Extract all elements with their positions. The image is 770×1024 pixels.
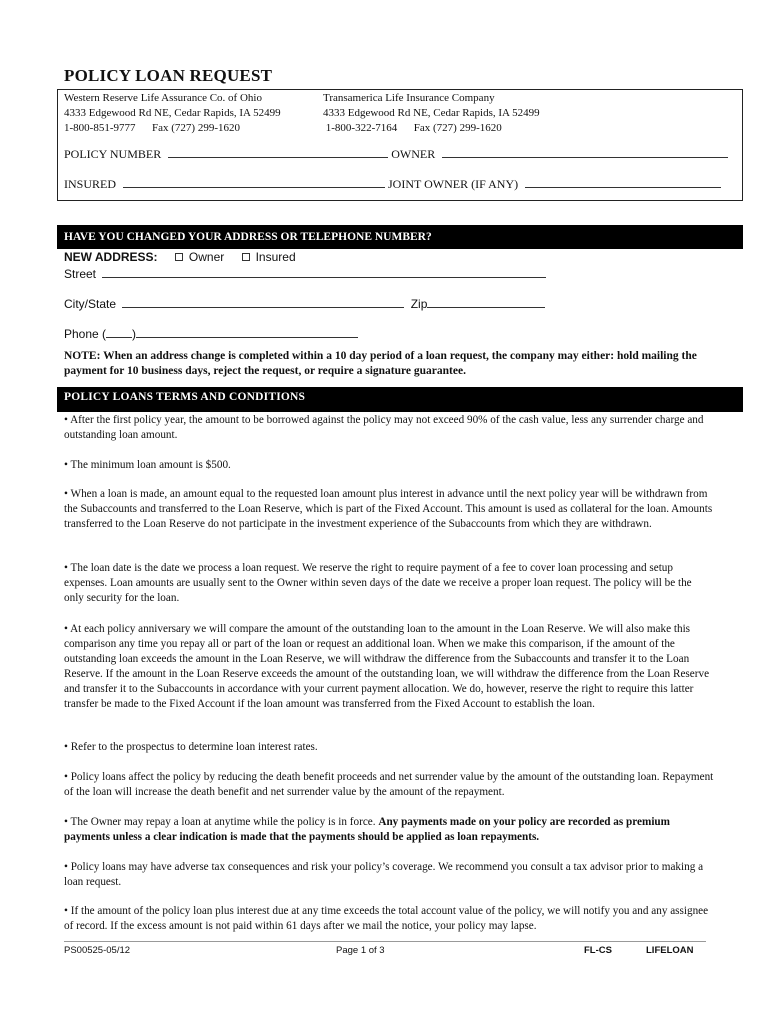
terms-paragraph-1: • After the first policy year, the amount to be borrowed against the policy may not exceed 90% of the cash value, less any surrender charge and outstanding loan amount. [64,414,704,441]
policy-number-field[interactable] [168,145,388,158]
city-state-label: City/State [64,297,117,311]
company-left-phones: 1-800-851-9777 Fax (727) 299-1620 [64,122,240,134]
policy-owner-row [64,145,728,162]
form-number: PS00525-05/12 [64,945,131,956]
insured-label: INSURED [64,177,117,191]
company-right-phones: 1-800-322-7164 Fax (727) 299-1620 [323,122,502,134]
terms-bar-title: POLICY LOANS TERMS AND CONDITIONS [64,391,306,403]
terms-paragraph-2: • The minimum loan amount is $500. [64,459,231,471]
terms-paragraph-9: • Policy loans may have adverse tax consequences and risk your policy’s coverage. We recommend you consult a tax advisor prior to making a loan request. [64,861,704,888]
terms-paragraph-6: • Refer to the prospectus to determine loan interest rates. [64,741,318,753]
street-field[interactable] [102,265,546,278]
form-title: POLICY LOAN REQUEST [64,66,273,85]
footer-code-flcs: FL-CS [584,945,612,956]
area-code-field[interactable] [106,325,132,338]
joint-owner-label: JOINT OWNER (IF ANY) [388,177,519,191]
new-address-heading [64,250,296,264]
company-left-address: 4333 Edgewood Rd NE, Cedar Rapids, IA 52499 [64,107,281,119]
insured-option-label: Insured [255,250,296,264]
terms-paragraph-7: • Policy loans affect the policy by reducing the death benefit proceeds and net surrender value by the amount of the outstanding loan. Repayment of the loan will increase the death benefit and net surrender value by the amount of the repayment. [64,771,714,798]
phone-number-field[interactable] [136,325,358,338]
street-row [64,265,546,281]
terms-paragraph-8-plain: • The Owner may repay a loan at anytime while the policy is in force. [64,816,379,828]
terms-bar [57,387,743,412]
city-state-field[interactable] [122,295,404,308]
insured-checkbox[interactable] [242,253,250,261]
footer-code-lifeloan: LIFELOAN [646,945,694,956]
zip-field[interactable] [427,295,545,308]
owner-field[interactable] [442,145,728,158]
city-zip-row [64,295,545,311]
address-change-note: NOTE: When an address change is completed within a 10 day period of a loan request, the company may either: hold mailing the payment for 10 business days, reject the request, or require a signature guarantee. [64,350,697,377]
terms-paragraph-5: • At each policy anniversary we will compare the amount of the outstanding loan to the amount in the Loan Reserve. We will also make this comparison any time you repay all or part of the loan or request an additional loan. When we make this comparison, if the amount of the outstanding loan exceeds the amount in the Loan Reserve, we will withdraw the difference from the Subaccounts and transfer it to the Loan Reserve. If the amount in the Loan Reserve exceeds the amount of the outstanding loan, we will withdraw the difference from the Loan Reserve and transfer it to the Subaccounts in accordance with your current payment allocation. We do, however, reserve the right to require this latter transfer be made to the Fixed Account if the loan amount was transferred from the Fixed Account to establish the loan. [64,623,710,710]
terms-paragraph-10: • If the amount of the policy loan plus interest due at any time exceeds the total account value of the policy, we will notify you and any assignee of record. If the excess amount is not paid within 61 days after we mail the notice, your policy may lapse. [64,905,709,932]
owner-checkbox[interactable] [175,253,183,261]
owner-label: OWNER [391,147,436,161]
terms-paragraph-3: • When a loan is made, an amount equal to the requested loan amount plus interest in advance until the next policy year will be withdrawn from the Subaccounts and transferred to the Loan Reserve, which is part of the Fixed Account. This amount is used as collateral for the loan. Amounts transferred to the Loan Reserve do not participate in the investment experience of the Subaccounts from which they are withdrawn. [64,488,713,530]
terms-paragraph-8-bold: Any payments made on your policy are recorded as premium payments unless a clear indication is made that the payments should be applied as loan repayments. [64,816,670,843]
page-number: Page 1 of 3 [336,945,385,956]
street-label: Street [64,267,97,281]
company-right-name: Transamerica Life Insurance Company [323,92,495,104]
company-right [323,91,540,136]
phone-paren: ) [132,327,137,341]
phone-row [64,325,358,341]
insured-joint-row [64,175,721,192]
joint-owner-field[interactable] [525,175,721,188]
terms-paragraph-8 [64,815,714,845]
insured-field[interactable] [123,175,385,188]
terms-paragraph-4: • The loan date is the date we process a loan request. We reserve the right to require payment of a fee to cover loan processing and setup expenses. Loan amounts are usually sent to the Owner within seven days of the date we receive a proper loan request. The policy will be the only security for the loan. [64,562,692,604]
new-address-label: NEW ADDRESS: [64,250,158,264]
phone-label: Phone ( [64,327,107,341]
company-left-name: Western Reserve Life Assurance Co. of Ohio [64,92,262,104]
address-change-bar: HAVE YOU CHANGED YOUR ADDRESS OR TELEPHONE NUMBER? [57,225,743,249]
company-right-address: 4333 Edgewood Rd NE, Cedar Rapids, IA 52499 [323,107,540,119]
footer-divider [64,941,706,942]
owner-option-label: Owner [188,250,225,264]
company-left [64,91,281,136]
zip-label: Zip [410,297,428,311]
company-info-box [57,89,743,201]
policy-number-label: POLICY NUMBER [64,147,162,161]
